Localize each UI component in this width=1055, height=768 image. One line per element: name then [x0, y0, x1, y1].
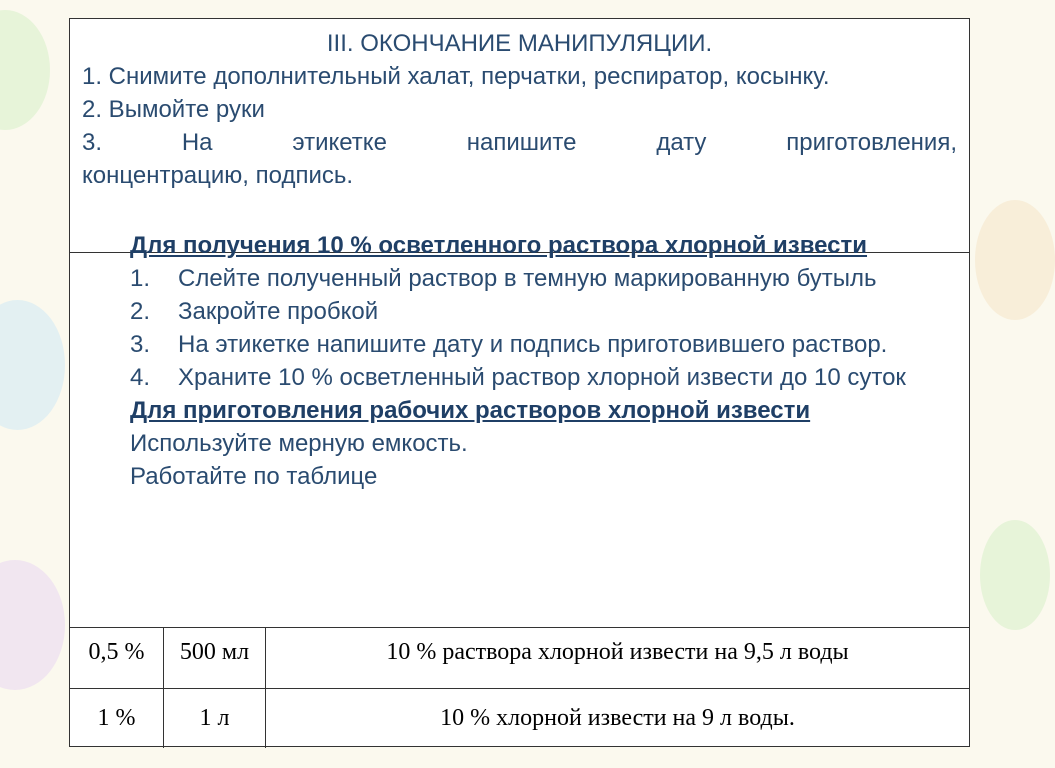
step-3	[78, 328, 957, 361]
section-title: III. ОКОНЧАНИЕ МАНИПУЛЯЦИИ.	[326, 30, 713, 57]
note-table: Работайте по таблице	[130, 463, 378, 490]
section-clarified-solution	[70, 232, 969, 627]
table-cell-volume: 1 л	[164, 688, 266, 748]
instruction-item-3: 3. На этикетке напишите дату приготовления,	[82, 129, 957, 156]
instruction-item-1: 1. Снимите дополнительный халат, перчатки, респиратор, косынку.	[82, 63, 830, 90]
step-1-number: 1.	[130, 265, 151, 292]
heading-working-solutions: Для приготовления рабочих растворов хлорной извести	[130, 397, 811, 424]
decor-balloon-mid-left	[0, 300, 65, 430]
step-1	[78, 262, 957, 295]
instruction-item-2: 2. Вымойте руки	[82, 96, 265, 123]
table-cell-description: 10 % раствора хлорной извести на 9,5 л воды	[266, 628, 970, 688]
table-row	[70, 628, 969, 688]
step-2-number: 2.	[130, 298, 151, 325]
decor-balloon-right-low	[980, 520, 1050, 630]
step-3-number: 3.	[130, 331, 151, 358]
table-cell-concentration: 0,5 %	[70, 628, 164, 688]
step-2-text: Закройте пробкой	[178, 298, 379, 325]
step-4-number: 4.	[130, 364, 151, 391]
step-3-text: На этикетке напишите дату и подпись приготовившего раствор.	[178, 331, 888, 358]
step-4	[78, 361, 957, 394]
table-cell-volume: 500 мл	[164, 628, 266, 688]
note-measuring: Используйте мерную емкость.	[130, 430, 468, 457]
step-4-text: Храните 10 % осветленный раствор хлорной извести до 10 суток	[178, 364, 906, 391]
step-2	[78, 295, 957, 328]
heading-working-wrap	[78, 394, 957, 427]
decor-balloon-top-left	[0, 10, 50, 130]
table-cell-description: 10 % хлорной извести на 9 л воды.	[266, 688, 970, 748]
dilution-table-wrap	[70, 627, 969, 748]
decor-balloon-bottom-left	[0, 560, 65, 690]
table-cell-concentration: 1 %	[70, 688, 164, 748]
slide-content-box	[69, 18, 970, 747]
heading-clarified-wrap	[78, 229, 957, 262]
heading-clarified-solution: Для получения 10 % осветленного раствора хлорной извести	[130, 232, 868, 259]
instruction-item-3-continued: концентрацию, подпись.	[82, 162, 354, 189]
table-row	[70, 688, 969, 748]
decor-balloon-right	[975, 200, 1055, 320]
dilution-table	[70, 628, 969, 748]
section-ending-manipulation	[70, 19, 969, 253]
step-1-text: Слейте полученный раствор в темную маркированную бутыль	[178, 265, 877, 292]
